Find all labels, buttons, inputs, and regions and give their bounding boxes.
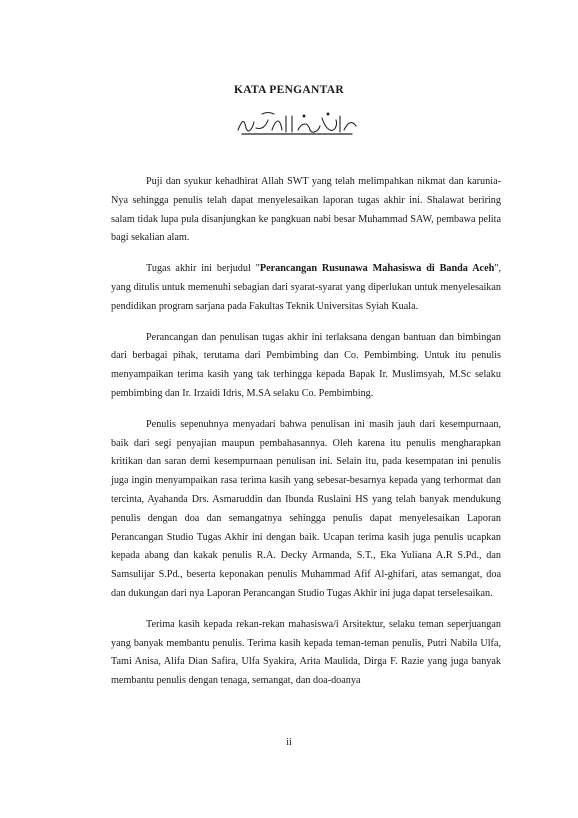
basmalah-calligraphy-icon bbox=[232, 108, 362, 138]
body-text bbox=[111, 173, 501, 703]
page-title: KATA PENGANTAR bbox=[234, 84, 344, 96]
paragraph-2-end: ", yang ditulis untuk memenuhi sebagian dari syarat-syarat yang diperlukan untuk menyelesaikan pendidikan program sarjana pada Fakultas Teknik Universitas Syiah Kuala. bbox=[111, 263, 501, 312]
paragraph-1: Puji dan syukur kehadhirat Allah SWT yang telah melimpahkan nikmat dan karunia-Nya sehingga penulis telah dapat menyelesaikan laporan tugas akhir ini. Shalawat beriring salam tidak lupa pula disanjungkan ke pangkuan nabi besar Muhammad SAW, pembawa pelita bagi sekalian alam. bbox=[111, 176, 501, 244]
paragraph-4: Penulis sepenuhnya menyadari bahwa penulisan ini masih jauh dari kesempurnaan, baik dari segi penyajian maupun pembahasannya. Oleh karena itu penulis mengharapkan kritikan dan saran demi kesempurnaan penulisan ini. Selain itu, pada kesempatan ini penulis juga ingin menyampaikan rasa terima kasih yang sebesar-besarnya kepada yang terhormat dan tercinta, Ayahanda Drs. Asmaruddin dan Ibunda Ruslaini HS yang telah banyak mendukung penulis dengan doa dan semangatnya sehingga penulis dapat menyelesaikan Laporan Perancangan Studio Tugas Akhir ini dengan baik. Ucapan terima kasih juga penulis ucapkan kepada abang dan kakak penulis R.A. Decky Armanda, S.T., Eka Yuliana A.R S.Pd., dan Samsulijar S.Pd., beserta keponakan penulis Muhammad Afif Al-ghifari, atas semangat, doa dan dukungan dari nya Laporan Perancangan Studio Tugas Akhir ini juga dapat terselesaikan. bbox=[111, 418, 501, 599]
thesis-title: Perancangan Rusunawa Mahasiswa di Banda Aceh bbox=[259, 263, 495, 275]
paragraph-2-start: Tugas akhir ini berjudul " bbox=[146, 263, 260, 275]
page-number: ii bbox=[286, 737, 292, 748]
paragraph-2 bbox=[111, 260, 501, 316]
paragraph-5: Terima kasih kepada rekan-rekan mahasiswa/i Arsitektur, selaku teman seperjuangan yang banyak membantu penulis. Terima kasih kepada teman-teman penulis, Putri Nabila Ulfa, Tami Anisa, Alifa Dian Safira, Ulfa Syakira, Arita Maulida, Dirga F. Razie yang juga banyak membantu penulis dengan tenaga, semangat, dan doa-doanya bbox=[111, 618, 501, 687]
paragraph-3: Perancangan dan penulisan tugas akhir ini terlaksana dengan bantuan dan bimbingan dari berbagai pihak, terutama dari Pembimbing dan Co. Pembimbing. Untuk itu penulis menyampaikan terima kasih yang tak terhingga kepada Bapak Ir. Muslimsyah, M.Sc selaku pembimbing dan Ir. Irzaidi Idris, M.SA selaku Co. Pembimbing. bbox=[111, 331, 501, 399]
